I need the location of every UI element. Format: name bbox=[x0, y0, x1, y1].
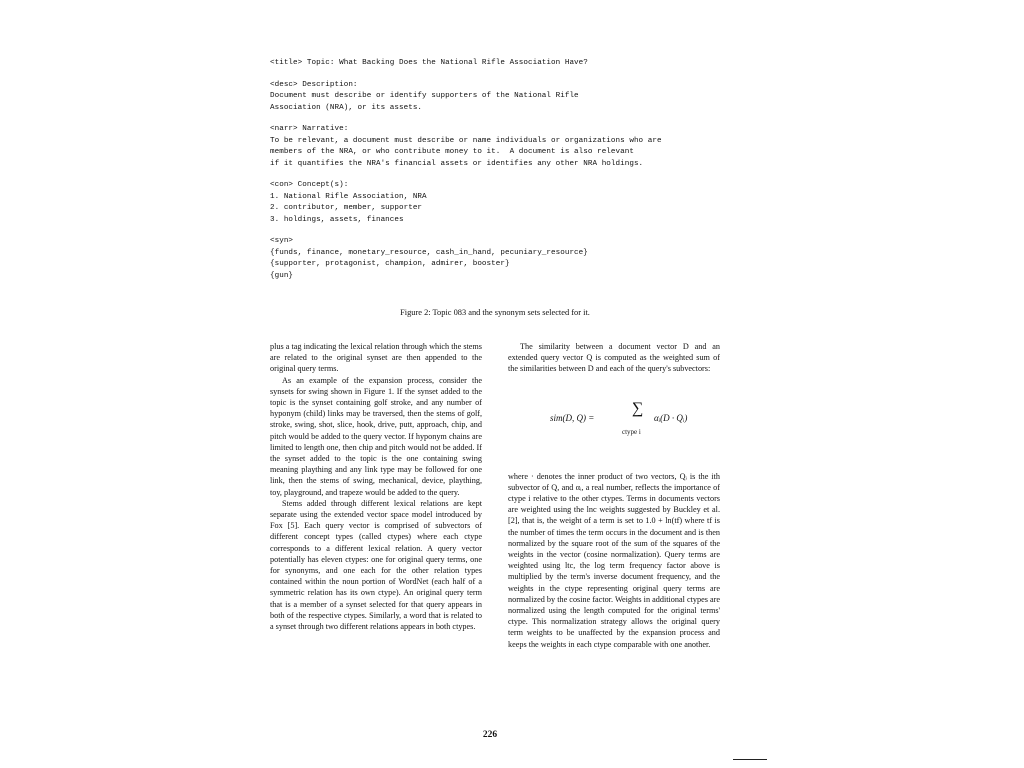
paragraph: As an example of the expansion process, consider the synsets for swing shown in Figure 1. If the synset added to the topic is the synset containing golf stroke, and any number of hyponym (child) links may be traversed, then the stems of golf, stroke, swing, shot, slice, hook, drive, putt, approach, chip, and pitch would be added to the query vector. If hyponym chains are limited to length one, then chip and pitch would not be added. If the synset added to the topic is the one containing swing meaning plaything and any link type may be followed for one link, then the stems of swing, mechanical, device, plaything, toy, playground, and trapeze would be added to the query. bbox=[270, 375, 482, 497]
topic-title-line: <title> Topic: What Backing Does the National Rifle Association Have? bbox=[270, 59, 588, 67]
paragraph: where · denotes the inner product of two vectors, Qᵢ is the ith subvector of Q, and αᵢ, a real number, reflects the importance of ctype i relative to the other ctypes. Terms in documents vectors are weighted using the lnc weights suggested by Buckley et al. [2], that is, the weight of a term is set to 1.0 + ln(tf) where tf is the number of times the term occurs in the document and is then normalized by the square root of the sum of the squares of the weights in the vector (cosine normalization). Query terms are weighted using ltc, the log term frequency factor above is multiplied by the term's inverse document frequency, and the weights in the ctype representing original query terms are normalized by the cosine factor. Weights in additional ctypes are normalized using the length computed for the original terms' ctype. This normalization strategy allows the original query term weights to be unaffected by the expansion process and keeps the weights in each ctype comparable with one another. bbox=[508, 471, 720, 649]
narr-line: if it quantifies the NRA's financial assets or identifies any other NRA holdings. bbox=[270, 159, 644, 168]
syn-line: {gun} bbox=[270, 271, 294, 280]
con-tag: <con> Concept(s): bbox=[270, 181, 349, 189]
con-line: 1. National Rifle Association, NRA bbox=[270, 192, 427, 201]
topic-box bbox=[270, 58, 790, 282]
summation-index: ctype i bbox=[622, 427, 641, 436]
desc-tag: <desc> Description: bbox=[270, 80, 358, 89]
summation-symbol: ∑ bbox=[632, 399, 644, 417]
page-number: 226 bbox=[482, 730, 498, 740]
paragraph: Stems added through different lexical relations are kept separate using the extended vector space model introduced by Fox [5]. Each query vector is comprised of subvectors of different concept types (called ctypes) where each ctype corresponds to a different lexical relation. A query vector potentially has eleven ctypes: one for original query terms, one for synonyms, and one each for the other relation types contained within the noun portion of WordNet (each half of a symmetric relation has its own ctype). An original query term that is a member of a synset selected for that query appears in both of the respective ctypes. Similarly, a word that is related to a synset through two different relations appears in both ctypes. bbox=[270, 498, 482, 632]
paragraph: The similarity between a document vector D and an extended query vector Q is computed as the weighted sum of the similarities between D and each of the query's subvectors: bbox=[508, 342, 720, 374]
formula-lhs: sim(D, Q) = bbox=[550, 412, 595, 423]
con-line: 2. contributor, member, supporter bbox=[270, 204, 423, 212]
syn-line: {supporter, protagonist, champion, admirer, booster} bbox=[270, 260, 510, 268]
con-line: 3. holdings, assets, finances bbox=[270, 215, 404, 224]
similarity-formula bbox=[508, 397, 720, 457]
desc-line: Document must describe or identify supporters of the National Rifle bbox=[270, 92, 579, 100]
left-column bbox=[270, 341, 482, 632]
syn-tag: <syn> bbox=[270, 237, 294, 245]
paragraph: plus a tag indicating the lexical relation through which the stems are related to the original synset are then appended to the original query terms. bbox=[270, 342, 482, 374]
footer-rule bbox=[733, 759, 767, 760]
right-column bbox=[508, 341, 720, 650]
formula-term: αᵢ(D · Qᵢ) bbox=[654, 412, 688, 423]
desc-line: Association (NRA), or its assets. bbox=[270, 103, 423, 112]
narr-line: To be relevant, a document must describe or name individuals or organizations who are bbox=[270, 136, 662, 145]
narr-tag: <narr> Narrative: bbox=[270, 125, 349, 133]
narr-line: members of the NRA, or who contribute money to it. A document is also relevant bbox=[270, 148, 634, 156]
syn-line: {funds, finance, monetary_resource, cash_in_hand, pecuniary_resource} bbox=[270, 248, 588, 257]
figure-caption: Figure 2: Topic 083 and the synonym sets selected for it. bbox=[400, 308, 590, 317]
